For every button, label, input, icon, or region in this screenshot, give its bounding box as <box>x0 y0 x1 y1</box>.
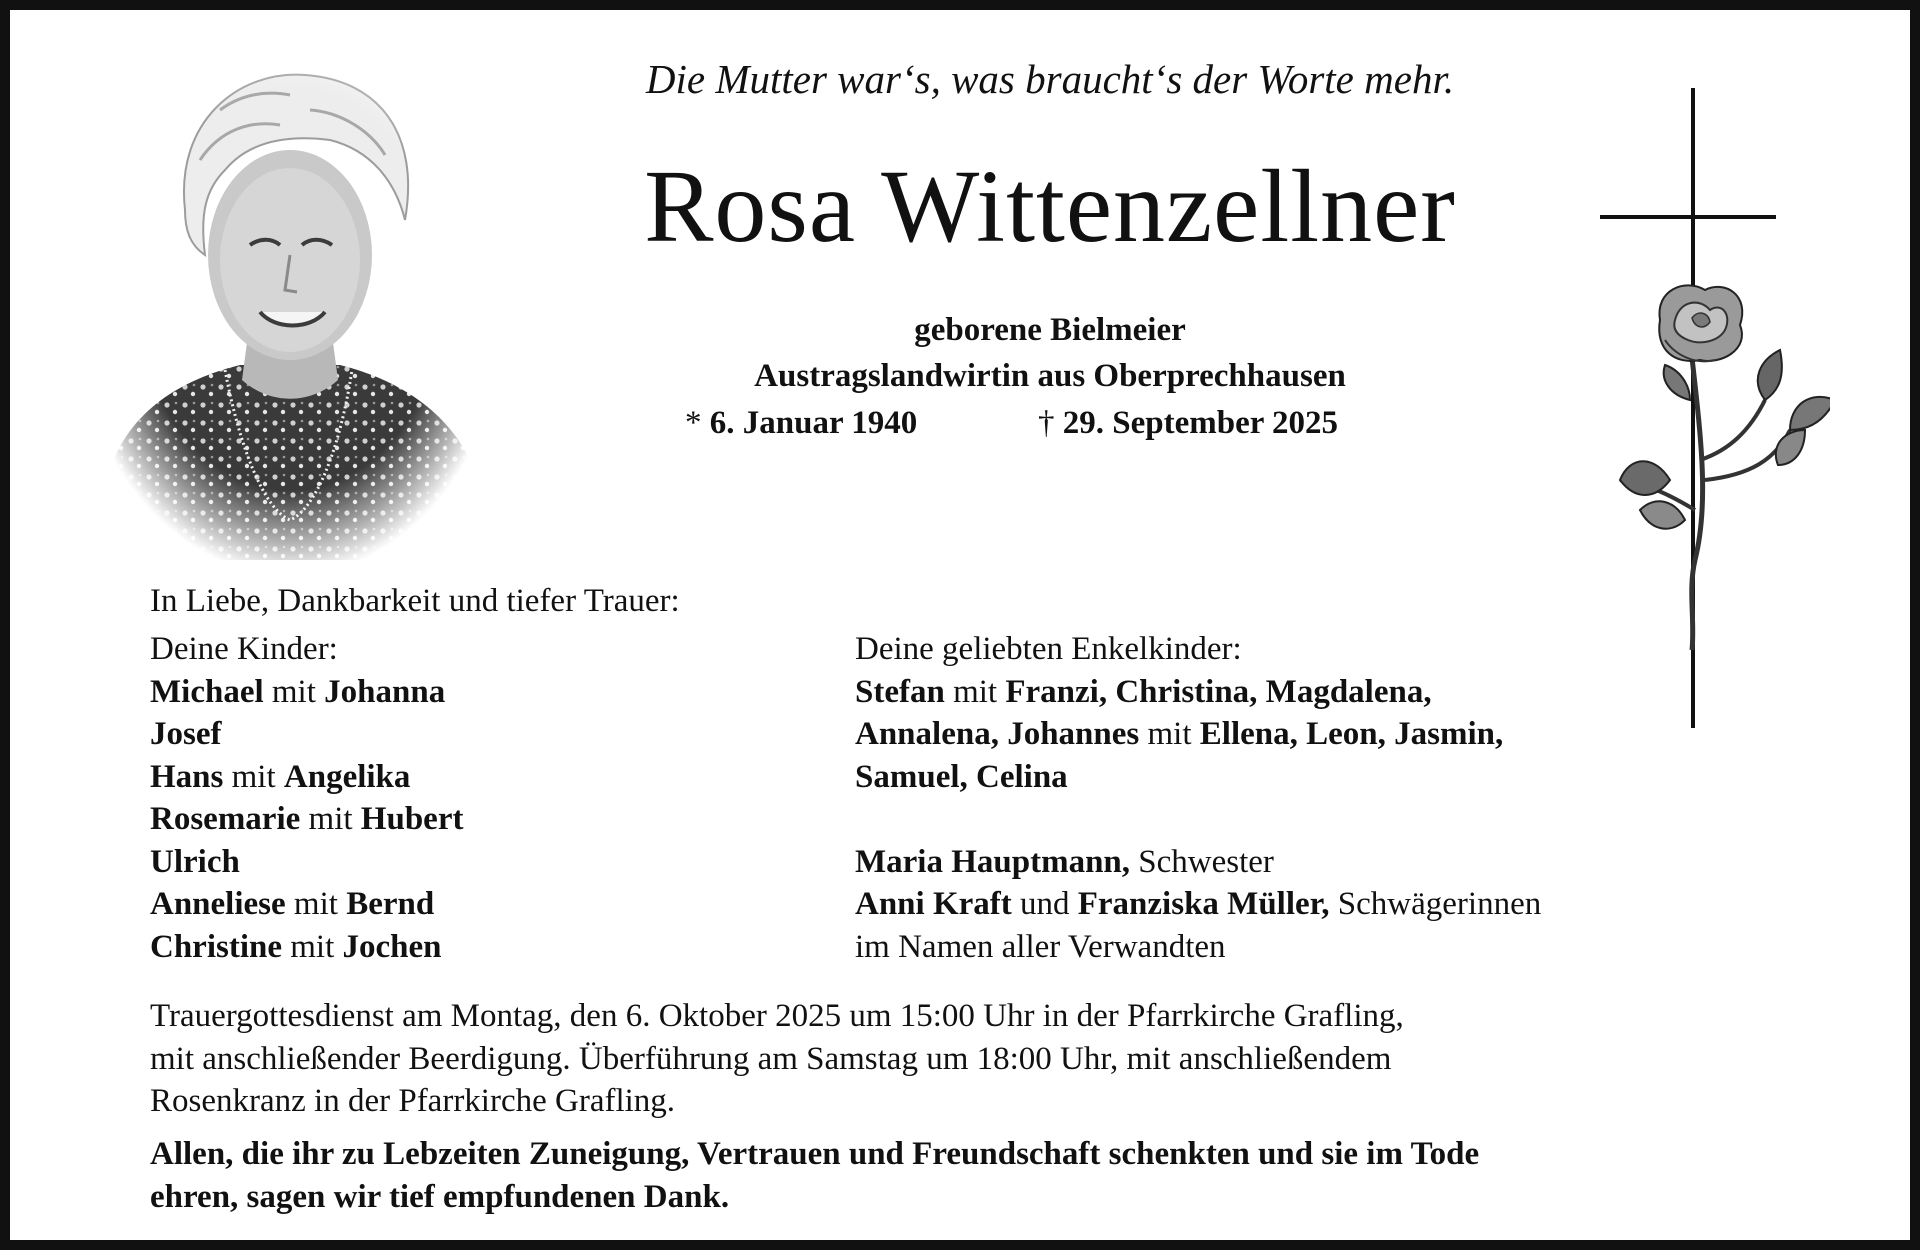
children-heading: Deine Kinder: <box>150 631 338 667</box>
birth-date: * 6. Januar 1940 <box>685 405 918 441</box>
child-line: Hans mit Angelika <box>150 758 411 795</box>
service-line: Trauergottesdienst am Montag, den 6. Oktober 2025 um 15:00 Uhr in der Pfarrkirche Grafling, <box>150 998 1404 1034</box>
grandchildren-line: Samuel, Celina <box>855 758 1068 795</box>
grandchildren-line: Stefan mit Franzi, Christina, Magdalena, <box>855 673 1432 710</box>
rose-icon <box>1600 280 1830 650</box>
portrait-photo <box>90 40 490 560</box>
children-list <box>150 628 790 968</box>
intro-text: In Liebe, Dankbarkeit und tiefer Trauer: <box>150 583 680 619</box>
inlaws-line: Anni Kraft und Franziska Müller, Schwägerinnen <box>855 886 1542 922</box>
sister-line: Maria Hauptmann, Schwester <box>855 843 1274 880</box>
child-line: Rosemarie mit Hubert <box>150 801 464 837</box>
cross-bar <box>1600 215 1776 219</box>
child-line: Ulrich <box>150 843 240 880</box>
death-symbol: † <box>1038 405 1055 441</box>
child-line: Michael mit Johanna <box>150 673 446 710</box>
death-date: † 29. September 2025 <box>1038 405 1339 441</box>
relatives-closing: im Namen aller Verwandten <box>855 928 1226 965</box>
child-line: Josef <box>150 716 222 752</box>
service-info <box>150 995 1850 1123</box>
grandchildren-line: Annalena, Johannes mit Ellena, Leon, Jasmin, <box>855 716 1504 752</box>
grandchildren-heading: Deine geliebten Enkelkinder: <box>855 631 1242 667</box>
occupation: Austragslandwirtin aus Oberprechhausen <box>754 358 1346 394</box>
thanks-line: ehren, sagen wir tief empfundenen Dank. <box>150 1178 730 1215</box>
child-line: Christine mit Jochen <box>150 928 442 965</box>
thanks-line: Allen, die ihr zu Lebzeiten Zuneigung, Vertrauen und Freundschaft schenkten und sie im Tode <box>150 1136 1480 1172</box>
deceased-name: Rosa Wittenzellner <box>644 149 1456 264</box>
birth-name: geborene Bielmeier <box>914 312 1186 348</box>
quote: Die Mutter war‘s, was braucht‘s der Worte mehr. <box>645 56 1455 102</box>
child-line: Anneliese mit Bernd <box>150 886 435 922</box>
birth-symbol: * <box>685 405 702 441</box>
thanks-text <box>150 1133 1850 1218</box>
service-line: Rosenkranz in der Pfarrkirche Grafling. <box>150 1083 676 1119</box>
service-line: mit anschließender Beerdigung. Überführung am Samstag um 18:00 Uhr, mit anschließendem <box>150 1040 1392 1077</box>
grandchildren-list <box>855 628 1755 968</box>
